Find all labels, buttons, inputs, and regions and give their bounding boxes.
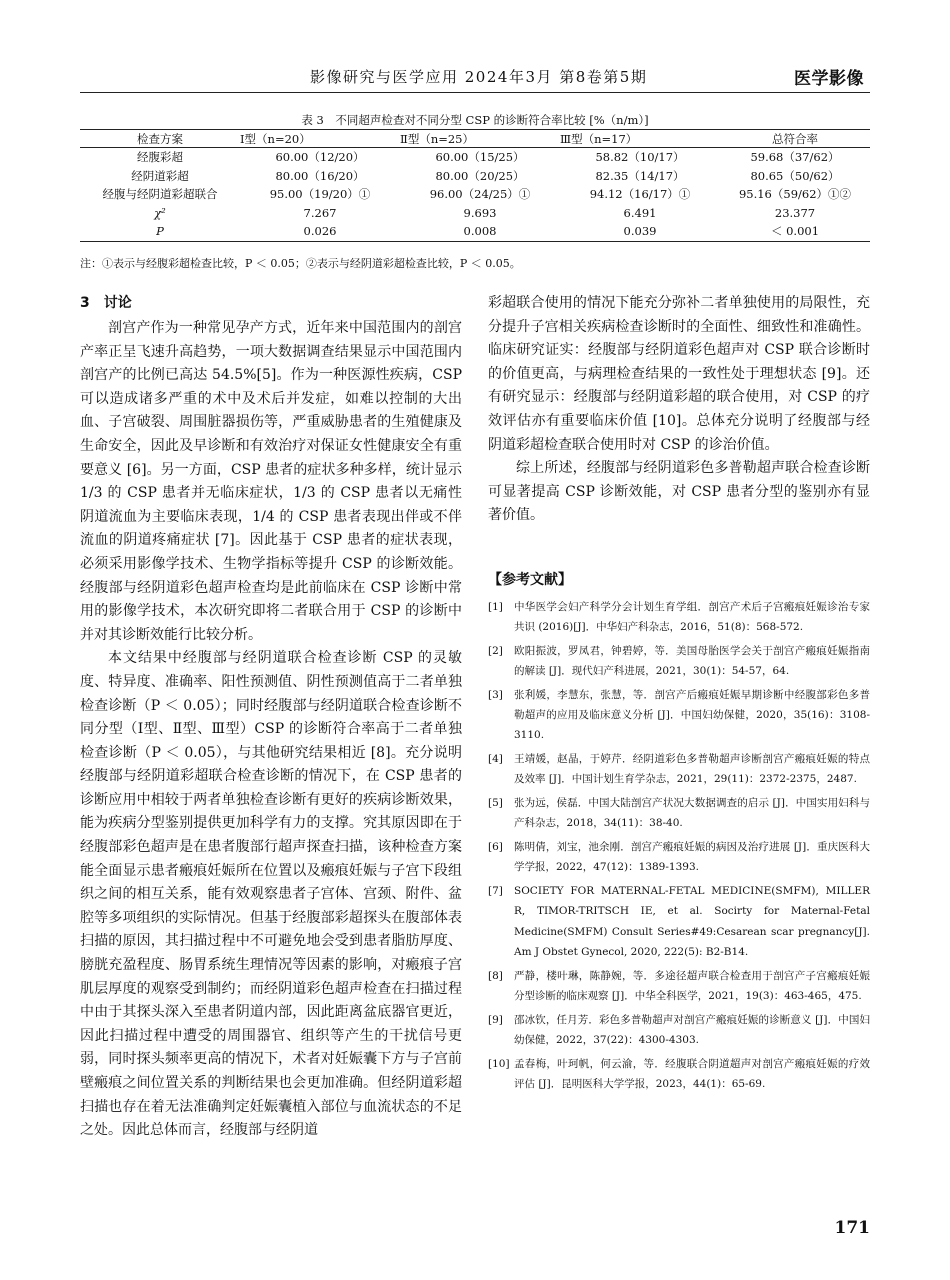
reference-item (488, 641, 870, 681)
reference-number: [1] (488, 601, 503, 613)
reference-text: 邵冰钦，任月芳．彩色多普勒超声对剖宫产瘢痕妊娠的诊断意义 [J]．中国妇幼保健，2022，37(22)：4300-4303. (514, 1013, 870, 1046)
table-cell: 58.82（10/17） (595, 150, 685, 165)
table-cell: 60.00（15/25） (435, 150, 525, 165)
table-row (80, 185, 870, 204)
reference-number: [7] (488, 885, 503, 898)
table-cell: 0.039 (560, 222, 720, 241)
reference-item (488, 749, 870, 789)
reference-number: [8] (488, 969, 503, 982)
running-header (80, 62, 870, 93)
reference-number: [5] (488, 797, 503, 810)
col-header-type1: Ⅰ型（n=20） (240, 130, 400, 148)
col-header-type3: Ⅲ型（n=17） (560, 130, 720, 148)
table-cell: 7.267 (303, 205, 337, 220)
table-cell: 95.00（19/20）① (269, 187, 371, 202)
table-cell: 82.35（14/17） (595, 168, 685, 183)
reference-text: 王靖媛，赵晶，于婷芹．经阴道彩色多普勒超声诊断剖宫产瘢痕妊娠的特点及效率 [J]．中国计划生育学杂志，2021，29(11)：2372-2375，2487. (514, 753, 870, 786)
reference-item (488, 793, 870, 833)
table-cell: 80.65（50/62） (750, 168, 840, 183)
table-cell: 80.00（20/25） (435, 168, 525, 183)
paragraph: 本文结果中经腹部与经阴道联合检查诊断 CSP 的灵敏度、特异度、准确率、阳性预测值、阴性预测值高于二者单独检查诊断（P ＜ 0.05）；同时经腹部与经阴道联合检查诊断不同分型（Ⅰ型、Ⅱ型、Ⅲ型）CSP 的诊断符合率高于二者单独检查诊断（P ＜ 0.05），与其他研究结果相近 [8]。充分说明经腹部与经阴道彩超联合检查诊断的情况下，在 CSP 患者的诊断应用中相较于两者单独检查诊断有更好的疾病诊断效果，能为疾病分型鉴别提供更加科学有力的支撑。究其原因即在于经腹部彩色超声是在患者腹部行超声探查扫描，该种检查方案能全面显示患者瘢痕妊娠所在位置以及瘢痕妊娠与子宫下段组织之间的相互关系，能有效观察患者子宫体、宫颈、附件、盆腔等多项组织的实际情况。但基于经腹部彩超探头在腹部体表扫描的原因，其扫描过程中不可避免地会受到患者脂肪厚度、膀胱充盈程度、肠胃系统生理情况等因素的影响，对瘢痕子宫肌层厚度的观察受到制约；而经阴道彩色超声检查在扫描过程中由于其探头深入至患者阴道内部，因此距离盆底器官更近，因此扫描过程中遭受的周围器官、组织等产生的干扰信号更弱，同时探头频率更高的情况下，术者对妊娠囊下方与子宫前壁瘢痕之间位置关系的判断结果也会更加准确。但经阴道彩超扫描也存在着无法准确判定妊娠囊植入部位与血流状态的不足之处。因此总体而言，经腹部与经阴道 (80, 650, 462, 1139)
table-cell: 80.00（16/20） (275, 168, 365, 183)
diagnosis-table (80, 129, 870, 242)
table-cell: 0.008 (400, 222, 560, 241)
table-cell: 23.377 (774, 205, 816, 220)
table-cell: 59.68（37/62） (750, 150, 840, 165)
table-row (80, 148, 870, 167)
table-cell: 经腹与经阴道彩超联合 (102, 187, 218, 202)
reference-text: SOCIETY FOR MATERNAL-FETAL MEDICINE(SMFM), MILLER R, TIMOR-TRITSCH IE, et al. Socirty for Maternal-Fetal Medicine(SMFM) Consult Series#49:Cesarean scar pregnancy[J]. Am J Obstet Gynecol, 2020, 222(5): B2-B14. (514, 885, 870, 958)
table-cell: 60.00（12/20） (275, 150, 365, 165)
table-cell: 经腹彩超 (137, 150, 183, 165)
table-cell: 94.12（16/17）① (589, 187, 691, 202)
references-heading: 【参考文献】 (488, 572, 572, 588)
reference-number: [10] (488, 1057, 510, 1070)
table-row (80, 167, 870, 186)
left-column (80, 317, 462, 1143)
reference-number: [4] (488, 753, 503, 766)
table-note: 注：①表示与经腹彩超检查比较，P ＜ 0.05；②表示与经阴道彩超检查比较，P ＜ 0.05。 (80, 257, 521, 270)
table-row (80, 204, 870, 223)
table-cell: 6.491 (623, 205, 657, 220)
reference-item (488, 837, 870, 877)
reference-text: 孟春梅，叶珂帆，何云渝，等．经腹联合阴道超声对剖宫产瘢痕妊娠的疗效评估 [J]．昆明医科大学学报，2023，44(1)：65-69. (514, 1057, 870, 1090)
table-cell: 95.16（59/62）①② (738, 187, 852, 202)
section-heading: 3 讨论 (80, 295, 132, 311)
reference-item (488, 1054, 870, 1094)
reference-number: [9] (488, 1013, 503, 1026)
reference-text: 严静，楼叶琳，陈静婉，等．多途径超声联合检查用于剖宫产子宫瘢痕妊娠分型诊断的临床观察 [J]．中华全科医学，2021，19(3)：463-465，475. (514, 969, 870, 1002)
table-cell: 9.693 (463, 205, 497, 220)
right-column (488, 292, 870, 528)
reference-list (488, 597, 870, 1098)
table-cell: P (80, 222, 240, 241)
journal-issue-line: 影像研究与医学应用 2024年3月 第8卷第5期 (310, 68, 648, 86)
reference-text: 陈明倩，刘宝，池余刚．剖宫产瘢痕妊娠的病因及治疗进展 [J]．重庆医科大学学报，2022，47(12)：1389-1393. (514, 841, 870, 874)
reference-number: [2] (488, 645, 503, 657)
reference-text: 张利媛，李慧东，张慧，等．剖宫产后瘢痕妊娠早期诊断中经腹部彩色多普勒超声的应用及临床意义分析 [J]．中国妇幼保健，2020，35(16)：3108-3110. (514, 689, 870, 742)
table-cell: ＜ 0.001 (720, 222, 870, 241)
reference-number: [3] (488, 689, 503, 701)
table-cell: χ² (154, 205, 166, 220)
reference-item (488, 685, 870, 746)
reference-text: 张为远，侯磊．中国大陆剖宫产状况大数据调查的启示 [J]．中国实用妇科与产科杂志，2018，34(11)：38-40. (514, 797, 870, 830)
reference-text: 中华医学会妇产科学分会计划生育学组．剖宫产术后子宫瘢痕妊娠诊治专家共识 (2016)[J]．中华妇产科杂志，2016，51(8)：568-572. (514, 601, 870, 634)
reference-item (488, 966, 870, 1006)
paragraph: 彩超联合使用的情况下能充分弥补二者单独使用的局限性，充分提升子宫相关疾病检查诊断时的全面性、细致性和准确性。临床研究证实：经腹部与经阴道彩色超声对 CSP 联合诊断时的价值更高，与病理检查结果的一致性处于理想状态 [9]。还有研究显示：经腹部与经阴道彩超的联合使用，对 CSP 的疗效评估亦有重要临床价值 [10]。总体充分说明了经腹部与经阴道彩超检查联合使用时对 CSP 的诊治价值。 (488, 295, 870, 453)
reference-number: [6] (488, 841, 503, 854)
page-number: 171 (834, 1218, 870, 1238)
table-header-row (80, 130, 870, 148)
table-cell: 经阴道彩超 (131, 168, 189, 183)
reference-item (488, 881, 870, 962)
table-row (80, 222, 870, 241)
table-caption: 表 3 不同超声检查对不同分型 CSP 的诊断符合率比较 [%（n/m）] (301, 113, 649, 127)
reference-item (488, 597, 870, 637)
reference-item (488, 1010, 870, 1050)
paragraph: 综上所述，经腹部与经阴道彩色多普勒超声联合检查诊断可显著提高 CSP 诊断效能，对 CSP 患者分型的鉴别亦有显著价值。 (488, 460, 870, 524)
col-header-total: 总符合率 (720, 130, 870, 148)
col-header-scheme: 检查方案 (80, 130, 240, 148)
reference-text: 欧阳振波，罗凤君，钟碧婷，等．美国母胎医学会关于剖宫产瘢痕妊娠指南的解读 [J]．现代妇产科进展，2021，30(1)：54-57，64. (514, 645, 870, 678)
table-cell: 0.026 (240, 222, 400, 241)
table-cell: 96.00（24/25）① (429, 187, 531, 202)
col-header-type2: Ⅱ型（n=25） (400, 130, 560, 148)
section-brand: 医学影像 (794, 69, 864, 89)
paragraph: 剖宫产作为一种常见孕产方式，近年来中国范围内的剖宫产率正呈飞速升高趋势，一项大数据调查结果显示中国范围内剖宫产的比例已高达 54.5%[5]。作为一种医源性疾病，CSP 可以造成诸多严重的术中及术后并发症，如难以控制的大出血、子宫破裂、周围脏器损伤等，严重威胁患者的生殖健康及生命安全，因此及早诊断和有效治疗对保证女性健康安全有重要意义 [6]。另一方面，CSP 患者的症状多种多样，统计显示 1/3 的 CSP 患者并无临床症状，1/3 的 CSP 患者以无痛性阴道流血为主要临床表现，1/4 的 CSP 患者表现出伴或不伴流血的阴道疼痛症状 [7]。因此基于 CSP 患者的症状表现，必须采用影像学技术、生物学指标等提升 CSP 的诊断效能。经腹部与经阴道彩色超声检查均是此前临床在 CSP 诊断中常用的影像学技术，本次研究即将二者联合用于 CSP 的诊断中并对其诊断效能行比较分析。 (80, 320, 462, 643)
